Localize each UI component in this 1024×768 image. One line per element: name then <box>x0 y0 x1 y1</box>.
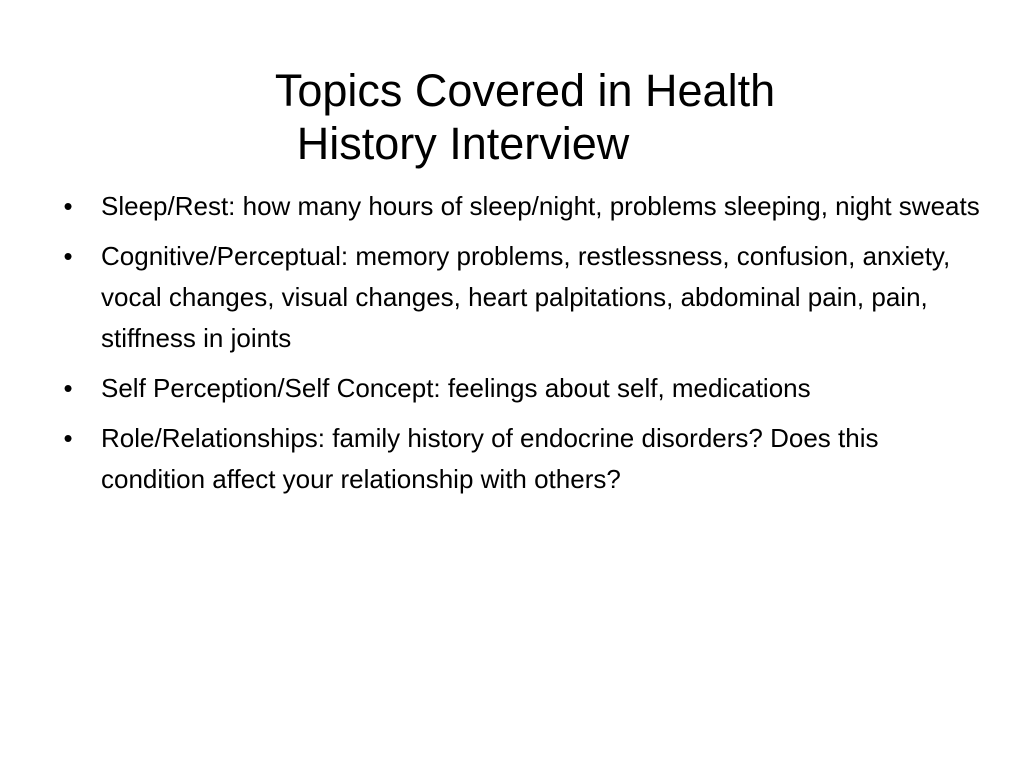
bullet-text: Role/Relationships: family history of endocrine disorders? Does this condition affect your relationship with others? <box>101 423 879 494</box>
bullet-text: Self Perception/Self Concept: feelings about self, medications <box>101 373 811 403</box>
bullet-item-role-relationships <box>60 418 980 500</box>
bullet-item-sleep-rest <box>60 186 980 227</box>
slide-title <box>40 64 984 170</box>
slide-title-line-1: Topics Covered in Health <box>274 65 776 117</box>
bullet-item-cognitive-perceptual <box>60 236 980 359</box>
bullet-text: Sleep/Rest: how many hours of sleep/night, problems sleeping, night sweats <box>101 191 980 221</box>
bullet-item-self-perception <box>60 368 980 409</box>
bullet-dot-icon: • <box>63 373 73 403</box>
bullet-list <box>60 186 980 509</box>
slide-title-line-2: History Interview <box>296 118 630 170</box>
bullet-dot-icon: • <box>63 191 73 221</box>
bullet-dot-icon: • <box>63 241 73 271</box>
bullet-text: Cognitive/Perceptual: memory problems, restlessness, confusion, anxiety, vocal changes, visual changes, heart palpitations, abdominal pain, pain, stiffness in joints <box>101 241 951 353</box>
bullet-dot-icon: • <box>63 423 73 453</box>
